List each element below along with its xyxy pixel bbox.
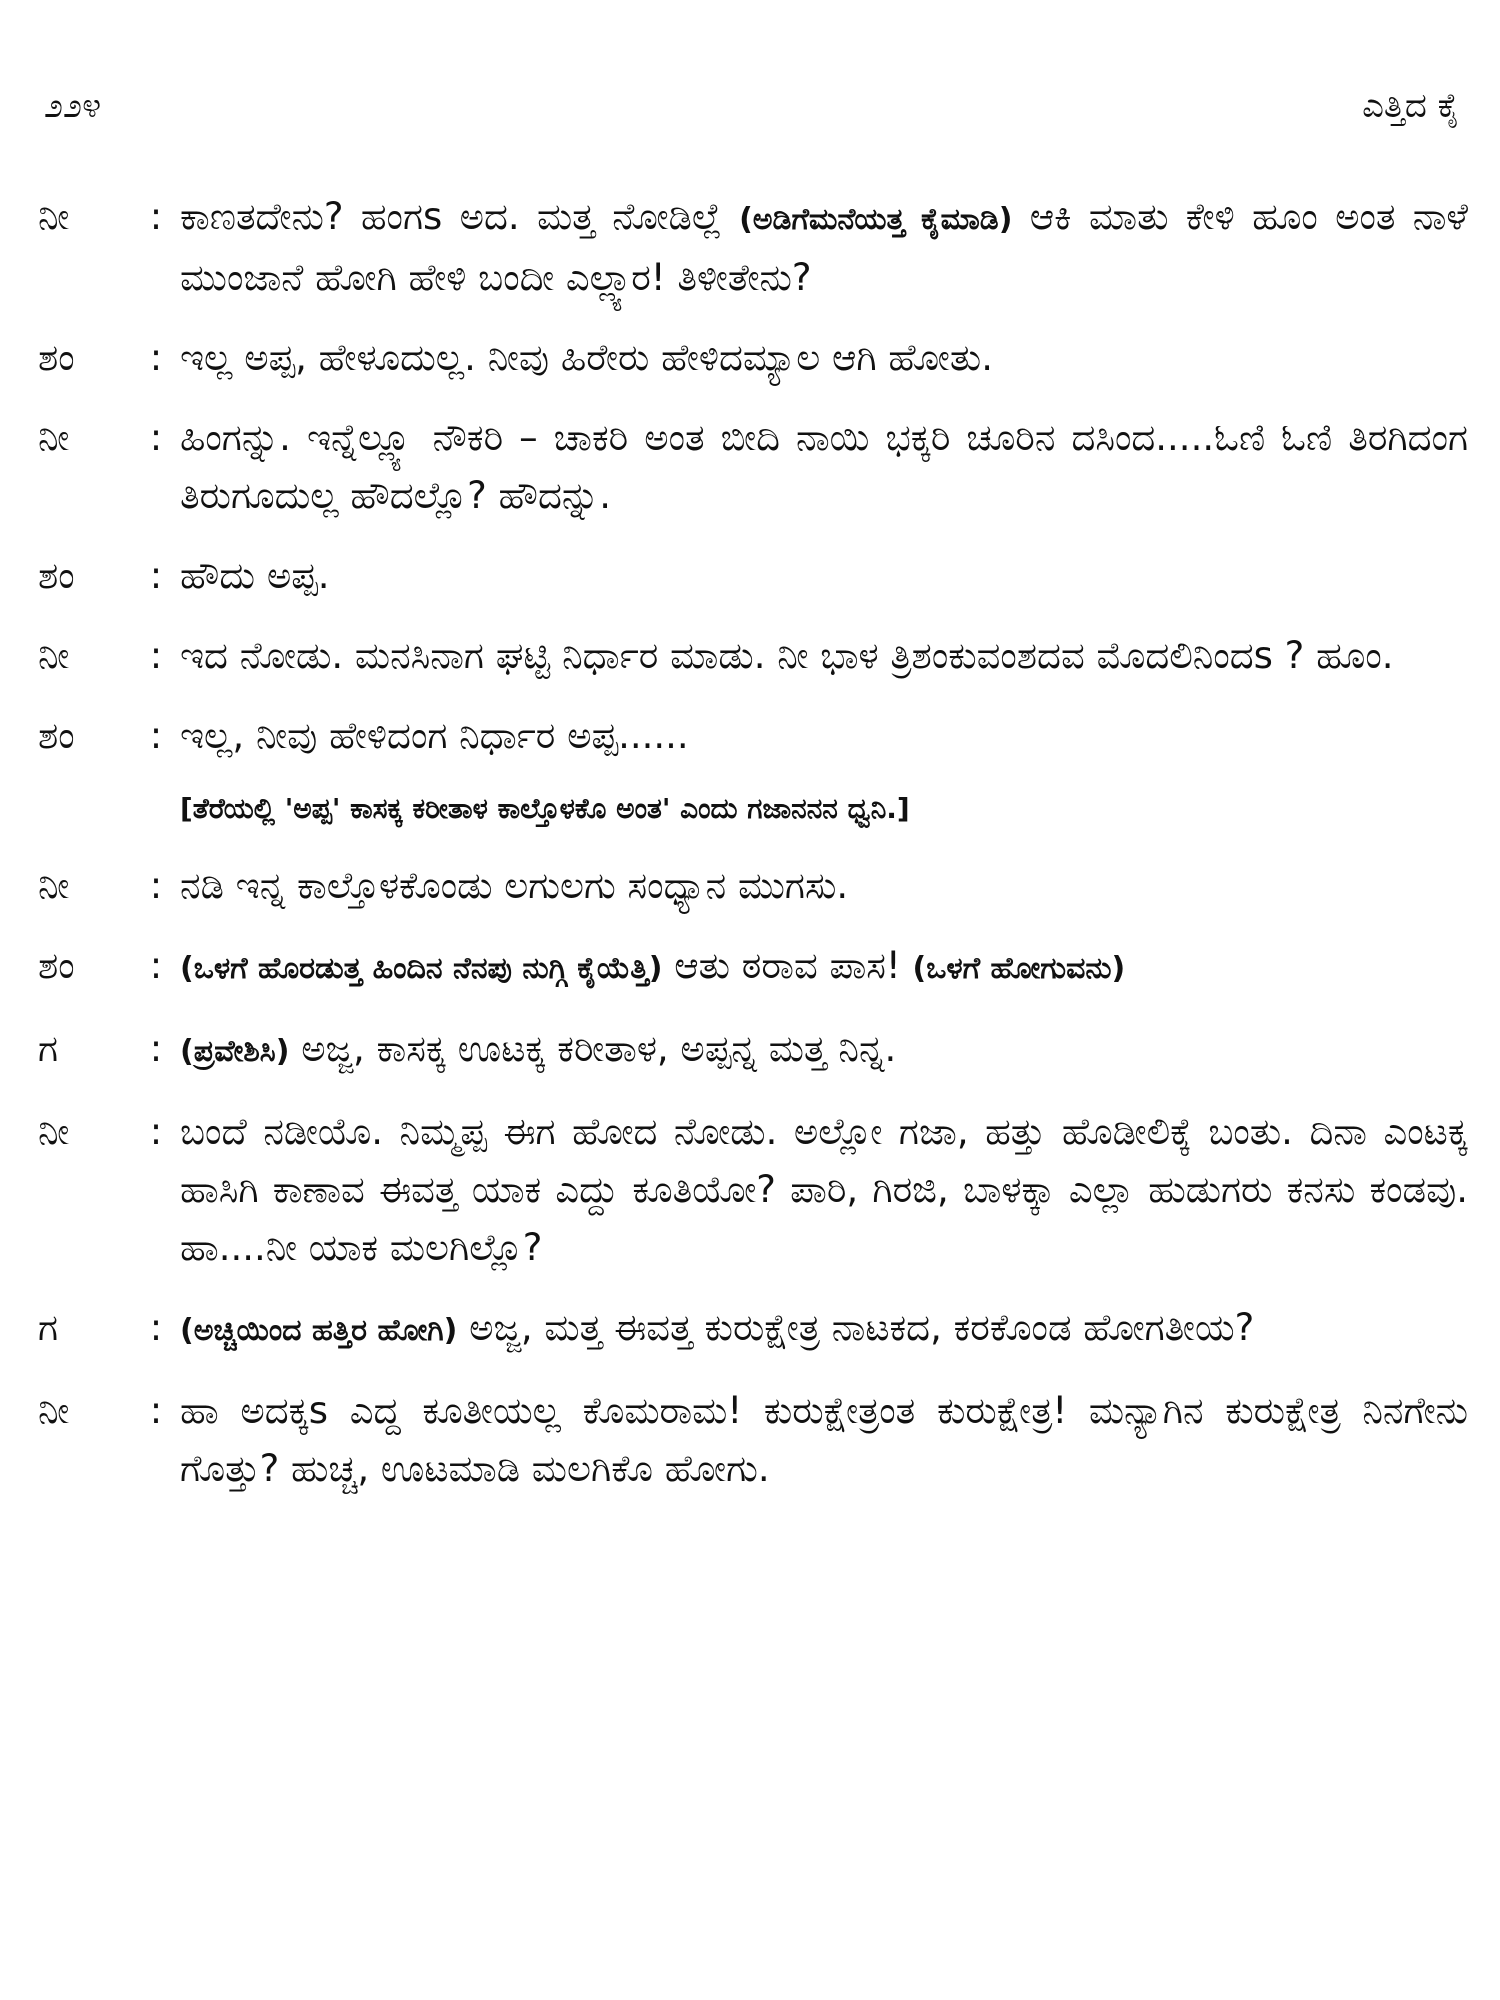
- speaker-separator: :: [149, 336, 163, 379]
- speech-text: [174, 1299, 1468, 1360]
- speech-text: [174, 857, 1468, 915]
- speech-text: [174, 937, 1468, 998]
- speaker-label: ನೀ: [38, 195, 70, 238]
- stage-direction: (ಅಡಿಗೆಮನೆಯತ್ತ ಕೈಮಾಡಿ): [739, 202, 1013, 237]
- speaker-label: ನೀ: [38, 634, 70, 677]
- spoken-line: ಇದ ನೋಡು. ಮನಸಿನಾಗ ಘಟ್ಟಿ ನಿರ್ಧಾರ ಮಾಡು. ನೀ ಭಾಳ ತ್ರಿಶಂಕುವಂಶದವ ಮೊದಲಿನಿಂದs ? ಹೂಂ.: [180, 634, 1394, 677]
- speaker-label: ನೀ: [38, 864, 70, 907]
- dialogue-turn: [38, 547, 1468, 605]
- stage-direction: (ಅಚ್ಚಿಯಿಂದ ಹತ್ತಿರ ಹೋಗಿ): [180, 1313, 458, 1348]
- running-title: ಎತ್ತಿದ ಕೈ: [1362, 86, 1460, 126]
- spoken-line: ಅಜ್ಜ, ಕಾಸಕ್ಕ ಊಟಕ್ಕ ಕರೀತಾಳ, ಅಪ್ಪನ್ನ ಮತ್ತ ನಿನ್ನ.: [289, 1027, 897, 1070]
- spoken-line: ಹಿಂಗನ್ನು. ಇನ್ನೆಲ್ಲ್ಯೂ ನೌಕರಿ – ಚಾಕರಿ ಅಂತ ಬೀದಿ ನಾಯಿ ಭಕ್ಕರಿ ಚೂರಿನ ದಸಿಂದ.....ಓಣಿ ಓಣಿ ತಿರಗಿದಂಗ ತಿರುಗೂದುಲ್ಲ ಹೌದಲ್ಲೊ? ಹೌದನ್ನು.: [180, 416, 1468, 517]
- spoken-line: ನಡಿ ಇನ್ನ ಕಾಲ್ತೊಳಕೊಂಡು ಲಗುಲಗು ಸಂಧ್ಯಾನ ಮುಗಸು.: [180, 864, 849, 907]
- speaker-label: ಶಂ: [38, 554, 75, 597]
- page-header: [0, 0, 1500, 150]
- speech-text: [174, 707, 1468, 765]
- speech-text: [174, 1020, 1468, 1081]
- speech-text: [174, 547, 1468, 605]
- dialogue-turn: [38, 1103, 1468, 1277]
- speaker-separator: :: [149, 864, 163, 907]
- spoken-line: ಅಜ್ಜ, ಮತ್ತ ಈವತ್ತ ಕುರುಕ್ಷೇತ್ರ ನಾಟಕದ, ಕರಕೊಂಡ ಹೋಗತೀಯ?: [457, 1306, 1255, 1349]
- speaker-label: ಶಂ: [38, 944, 75, 987]
- dialogue-turn: [38, 857, 1468, 915]
- spoken-line: ಕಾಣತದೇನು? ಹಂಗs ಅದ. ಮತ್ತ ನೋಡಿಲ್ಲೆ: [180, 195, 740, 238]
- speech-text: [174, 1103, 1468, 1277]
- speaker-separator: :: [149, 1110, 163, 1153]
- dialogue-turn: [38, 707, 1468, 765]
- spoken-line: ಇಲ್ಲ, ನೀವು ಹೇಳಿದಂಗ ನಿರ್ಧಾರ ಅಪ್ಪ......: [180, 714, 689, 757]
- speaker-separator: :: [149, 554, 163, 597]
- speaker-label: ಗ: [38, 1306, 59, 1349]
- dialogue-turn: [38, 409, 1468, 525]
- speaker-separator: :: [149, 416, 163, 459]
- speaker-separator: :: [149, 634, 163, 677]
- spoken-line: ಹಾ ಅದಕ್ಕs ಎದ್ದ ಕೂತೀಯಲ್ಲ ಕೊಮರಾಮ! ಕುರುಕ್ಷೇತ್ರಂತ ಕುರುಕ್ಷೇತ್ರ! ಮನ್ಯಾಗಿನ ಕುರುಕ್ಷೇತ್ರ ನಿನಗೇನು ಗೊತ್ತು? ಹುಚ್ಚ, ಊಟಮಾಡಿ ಮಲಗಿಕೊ ಹೋಗು.: [180, 1389, 1468, 1490]
- speaker-separator: :: [149, 1027, 163, 1070]
- spoken-line: ಹೌದು ಅಪ್ಪ.: [180, 554, 330, 597]
- speech-text: [174, 627, 1468, 685]
- speech-text: [174, 409, 1468, 525]
- speaker-label: ಗ: [38, 1027, 59, 1070]
- speaker-separator: :: [149, 1389, 163, 1432]
- stage-direction: (ಒಳಗೆ ಹೋಗುವನು): [912, 951, 1126, 986]
- speech-text: [174, 329, 1468, 387]
- stage-direction: (ಪ್ರವೇಶಿಸಿ): [180, 1034, 290, 1069]
- speaker-label: ಶಂ: [38, 336, 75, 379]
- dialogue-turn: [38, 1299, 1468, 1360]
- speaker-label: ಶಂ: [38, 714, 75, 757]
- speech-text: [174, 1382, 1468, 1498]
- speaker-separator: :: [149, 944, 163, 987]
- speaker-label: ನೀ: [38, 1389, 70, 1432]
- dialogue-turn: [38, 1020, 1468, 1081]
- page-number: ೨೨೪: [44, 86, 102, 126]
- speaker-label: ನೀ: [38, 1110, 70, 1153]
- spoken-line: ಆತು ಠರಾವ ಪಾಸ!: [662, 944, 913, 987]
- spoken-line: ಬಂದೆ ನಡೀಯೊ. ನಿಮ್ಮಪ್ಪ ಈಗ ಹೋದ ನೋಡು. ಅಲ್ಲೋ ಗಜಾ, ಹತ್ತು ಹೊಡೀಲಿಕ್ಕೆ ಬಂತು. ದಿನಾ ಎಂಟಕ್ಕ ಹಾಸಿಗಿ ಕಾಣಾವ ಈವತ್ತ ಯಾಕ ಎದ್ದು ಕೂತಿಯೋ? ಪಾರಿ, ಗಿರಜಿ, ಬಾಳಕ್ಕಾ ಎಲ್ಲಾ ಹುಡುಗರು ಕನಸು ಕಂಡವು. ಹಾ....ನೀ ಯಾಕ ಮಲಗಿಲ್ಲೊ?: [180, 1110, 1468, 1269]
- dialogue-turn: [38, 188, 1468, 307]
- speaker-separator: :: [149, 714, 163, 757]
- speaker-separator: :: [149, 195, 163, 238]
- dialogue-turn: [38, 937, 1468, 998]
- stage-note: [ತೆರೆಯಲ್ಲಿ 'ಅಪ್ಪ' ಕಾಸಕ್ಕ ಕರೀತಾಳ ಕಾಲ್ತೊಳಕೊ ಅಂತ' ಎಂದು ಗಜಾನನನ ಧ್ವನಿ.]: [180, 792, 910, 825]
- speaker-separator: :: [149, 1306, 163, 1349]
- spoken-line: ಆಕಿ ಮಾತು ಕೇಳಿ ಹೂಂ ಅಂತ ನಾಳೆ ಮುಂಜಾನೆ ಹೋಗಿ ಹೇಳಿ ಬಂದೀ ಎಲ್ಲ್ಯಾರ! ತಿಳೀತೇನು?: [180, 195, 1469, 299]
- speaker-label: ನೀ: [38, 416, 70, 459]
- stage-direction: (ಒಳಗೆ ಹೊರಡುತ್ತ ಹಿಂದಿನ ನೆನಪು ನುಗ್ಗಿ ಕೈಯೆತ್ತಿ): [180, 951, 663, 986]
- speech-text: [174, 188, 1468, 307]
- dialogue-turn: [38, 1382, 1468, 1498]
- dialogue-turn: [38, 329, 1468, 387]
- spoken-line: ಇಲ್ಲ ಅಪ್ಪ, ಹೇಳೂದುಲ್ಲ. ನೀವು ಹಿರೇರು ಹೇಳಿದಮ್ಯಾಲ ಆಗಿ ಹೋತು.: [180, 336, 993, 379]
- dialogue-body: [38, 188, 1468, 1520]
- dialogue-turn: [38, 627, 1468, 685]
